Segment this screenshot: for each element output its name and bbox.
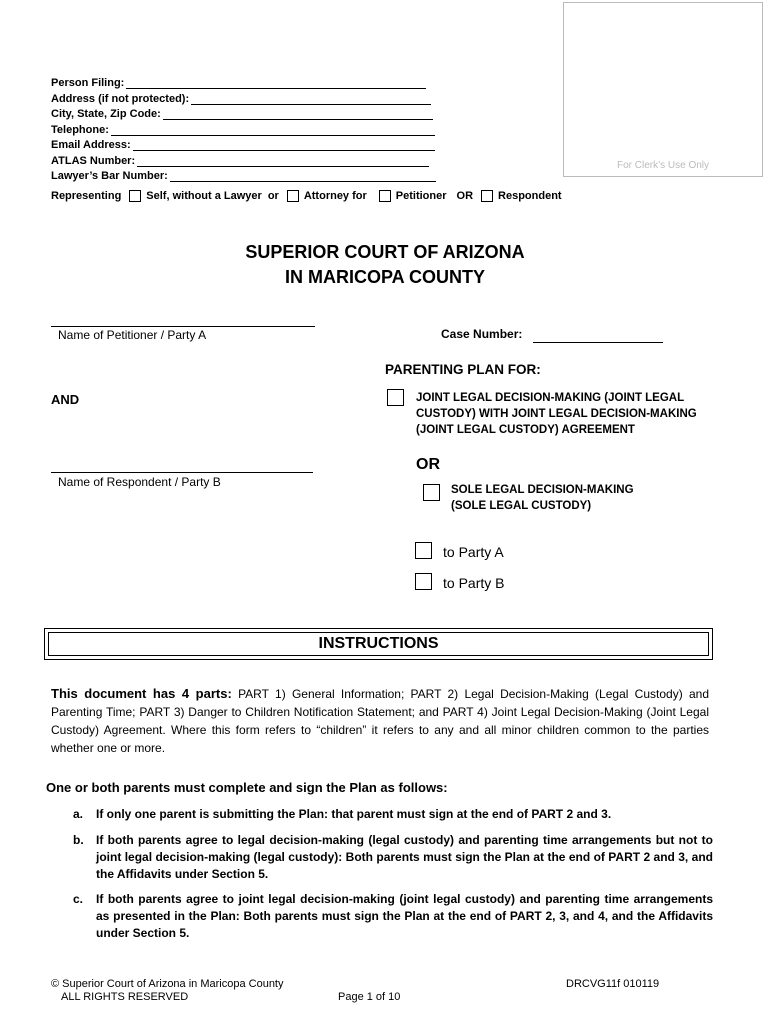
party-a-label: to Party A: [443, 544, 504, 560]
address-label: Address (if not protected):: [51, 93, 190, 105]
respondent-name-line[interactable]: [51, 472, 313, 473]
address-row: [51, 90, 431, 105]
clerk-use-box: [563, 2, 763, 177]
atlas-number-label: ATLAS Number:: [51, 155, 136, 167]
petitioner-name-label: Name of Petitioner / Party A: [58, 328, 207, 342]
person-filing-label: Person Filing:: [51, 77, 125, 89]
court-heading-line1: SUPERIOR COURT OF ARIZONA: [245, 242, 525, 262]
clerk-use-label: For Clerk’s Use Only: [616, 160, 710, 171]
representing-label: Representing: [51, 190, 122, 202]
instructions-paragraph: [51, 685, 709, 757]
joint-custody-checkbox[interactable]: [387, 389, 404, 406]
atlas-number-field[interactable]: [137, 155, 429, 167]
party-b-label: to Party B: [443, 575, 505, 591]
party-a-checkbox[interactable]: [415, 542, 432, 559]
person-filing-field[interactable]: [126, 77, 426, 89]
or-label: or: [267, 190, 279, 202]
sole-custody-label: [451, 482, 634, 514]
footer-form-code: DRCVG11f 010119: [566, 978, 660, 990]
email-label: Email Address:: [51, 139, 131, 151]
city-state-zip-row: [51, 105, 433, 120]
list-item-label: a.: [73, 807, 84, 821]
list-item: [73, 832, 713, 883]
representing-row: [51, 190, 562, 202]
list-item-label: c.: [73, 892, 84, 906]
court-heading-line2: IN MARICOPA COUNTY: [285, 267, 485, 287]
sole-custody-label-line1: SOLE LEGAL DECISION-MAKING: [451, 484, 634, 496]
petitioner-checkbox[interactable]: [379, 190, 391, 202]
and-label: AND: [51, 392, 80, 407]
list-item: [73, 891, 713, 942]
respondent-name-label: Name of Respondent / Party B: [58, 475, 221, 489]
self-label: Self, without a Lawyer: [146, 190, 262, 202]
instructions-subhead: One or both parents must complete and sign the Plan as follows:: [46, 780, 448, 795]
respondent-checkbox[interactable]: [481, 190, 493, 202]
bar-number-row: [51, 167, 436, 182]
city-state-zip-field[interactable]: [163, 108, 433, 120]
self-checkbox[interactable]: [129, 190, 141, 202]
address-field[interactable]: [191, 93, 431, 105]
city-state-zip-label: City, State, Zip Code:: [51, 108, 161, 120]
list-item-text: If both parents agree to legal decision-making (legal custody) and parenting time arrangements but not to joint legal decision-making (legal custody): Both parents must sign the Plan at the end of PART 2 and 3, and the Affidavits under Section 5.: [96, 833, 713, 881]
telephone-row: [51, 121, 435, 136]
footer-page-number: Page 1 of 10: [338, 991, 401, 1003]
plan-title: PARENTING PLAN FOR:: [385, 362, 541, 377]
court-heading: [0, 240, 770, 290]
petitioner-label: Petitioner: [395, 190, 447, 202]
list-item-text: If only one parent is submitting the Plan: that parent must sign at the end of PART 2 and 3.: [96, 807, 612, 821]
instructions-lead: This document has 4 parts:: [51, 686, 232, 701]
atlas-number-row: [51, 152, 429, 167]
party-b-checkbox[interactable]: [415, 573, 432, 590]
telephone-field[interactable]: [111, 124, 435, 136]
attorney-checkbox[interactable]: [287, 190, 299, 202]
instructions-header-box: [44, 628, 713, 660]
email-field[interactable]: [133, 139, 435, 151]
attorney-label: Attorney for: [303, 190, 367, 202]
instructions-body: PART 1) General Information; PART 2) Legal Decision-Making (Legal Custody) and Parenting Time; PART 3) Danger to Children Notification Statement; and PART 4) Joint Legal Decision-Making (Joint Legal Custody) Agreement. Where this form refers to “children” it refers to any and all minor children common to the parties whether one or more.: [51, 687, 709, 755]
list-item-label: b.: [73, 833, 84, 847]
bar-number-label: Lawyer’s Bar Number:: [51, 170, 168, 182]
list-item: [73, 806, 713, 823]
sole-custody-label-line2: (SOLE LEGAL CUSTODY): [451, 500, 592, 512]
list-item-text: If both parents agree to joint legal decision-making (joint legal custody) and parenting time arrangements as presented in the Plan: Both parents must sign the Plan at the end of PART 2, 3, and 4, and the Affidavits under Section 5.: [96, 892, 713, 940]
joint-custody-label: JOINT LEGAL DECISION-MAKING (JOINT LEGAL CUSTODY) WITH JOINT LEGAL DECISION-MAKING (JOINT LEGAL CUSTODY) AGREEMENT: [416, 392, 697, 436]
respondent-label: Respondent: [498, 190, 562, 202]
or2-label: OR: [456, 190, 474, 202]
instructions-title: INSTRUCTIONS: [48, 632, 709, 656]
bar-number-field[interactable]: [170, 170, 436, 182]
sole-custody-checkbox[interactable]: [423, 484, 440, 501]
footer-copyright: © Superior Court of Arizona in Maricopa County: [51, 978, 284, 990]
email-row: [51, 136, 435, 151]
or-separator: OR: [416, 456, 440, 473]
person-filing-row: [51, 74, 426, 89]
telephone-label: Telephone:: [51, 124, 109, 136]
case-number-field[interactable]: [533, 342, 663, 343]
petitioner-name-line[interactable]: [51, 326, 315, 327]
footer-rights: ALL RIGHTS RESERVED: [61, 991, 189, 1003]
case-number-label: Case Number:: [441, 327, 523, 341]
